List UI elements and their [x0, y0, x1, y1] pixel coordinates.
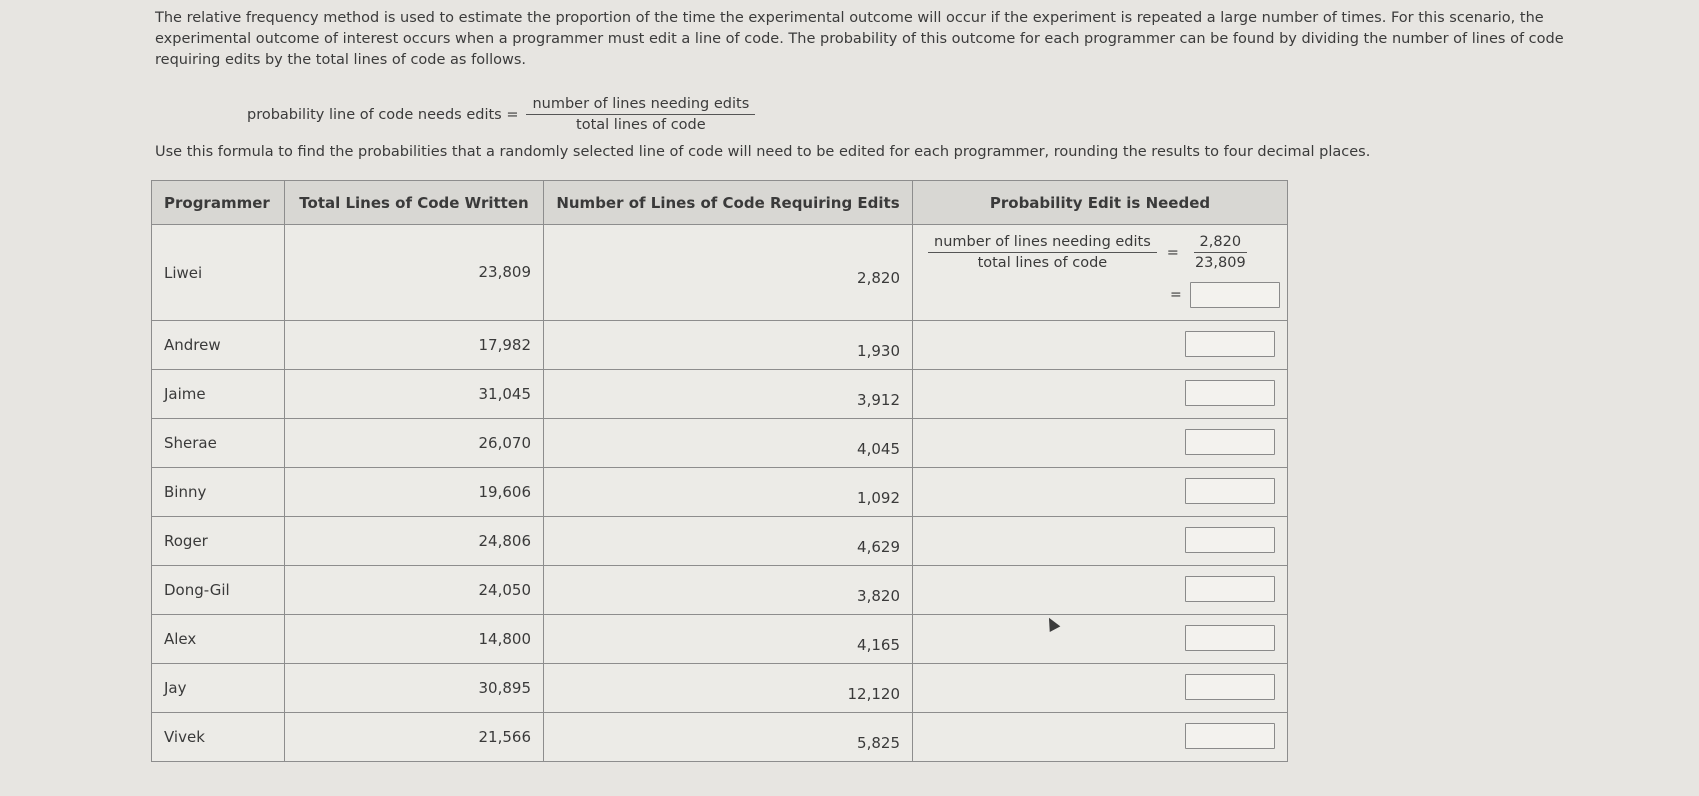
- formula-denominator: total lines of code: [576, 117, 706, 133]
- total-lines-value: 19,606: [285, 468, 544, 517]
- edit-lines-value: 4,165: [544, 615, 913, 664]
- equals-sign: =: [1170, 287, 1182, 303]
- header-total-lines: Total Lines of Code Written: [285, 181, 544, 225]
- table-row: [152, 225, 1288, 321]
- edit-lines-value: 4,629: [544, 517, 913, 566]
- probability-cell: [913, 225, 1288, 321]
- programmer-name: Jay: [152, 664, 285, 713]
- probability-cell: [913, 517, 1288, 566]
- total-lines-value: 30,895: [285, 664, 544, 713]
- formula-numerator: number of lines needing edits: [526, 96, 755, 115]
- probability-formula: [247, 96, 755, 133]
- programmer-name: Jaime: [152, 370, 285, 419]
- header-probability: Probability Edit is Needed: [913, 181, 1288, 225]
- edit-lines-value: 1,092: [544, 468, 913, 517]
- table-row: [152, 419, 1288, 468]
- probability-cell: [913, 419, 1288, 468]
- header-programmer: Programmer: [152, 181, 285, 225]
- table-row: [152, 664, 1288, 713]
- table-row: [152, 566, 1288, 615]
- edit-lines-value: 3,912: [544, 370, 913, 419]
- table-row: [152, 321, 1288, 370]
- total-lines-value: 26,070: [285, 419, 544, 468]
- total-lines-value: 24,806: [285, 517, 544, 566]
- table-header-row: [152, 181, 1288, 225]
- total-lines-value: 21,566: [285, 713, 544, 762]
- edit-lines-value: 5,825: [544, 713, 913, 762]
- table-row: [152, 468, 1288, 517]
- edit-lines-value: 2,820: [544, 225, 913, 321]
- programmer-name: Roger: [152, 517, 285, 566]
- probability-cell: [913, 713, 1288, 762]
- worked-value-denominator: 23,809: [1194, 255, 1246, 271]
- programmer-name: Binny: [152, 468, 285, 517]
- total-lines-value: 14,800: [285, 615, 544, 664]
- total-lines-value: 31,045: [285, 370, 544, 419]
- worked-value-numerator: 2,820: [1194, 234, 1248, 253]
- header-edit-lines: Number of Lines of Code Requiring Edits: [544, 181, 913, 225]
- total-lines-value: 23,809: [285, 225, 544, 321]
- equals-sign: =: [1166, 244, 1179, 261]
- probability-table: [151, 180, 1288, 762]
- answer-input-binny[interactable]: [1185, 478, 1275, 504]
- edit-lines-value: 12,120: [544, 664, 913, 713]
- table-row: [152, 517, 1288, 566]
- edit-lines-value: 4,045: [544, 419, 913, 468]
- programmer-name: Sherae: [152, 419, 285, 468]
- probability-cell: [913, 615, 1288, 664]
- programmer-name: Dong-Gil: [152, 566, 285, 615]
- table-row: [152, 615, 1288, 664]
- total-lines-value: 24,050: [285, 566, 544, 615]
- programmer-name: Alex: [152, 615, 285, 664]
- answer-input-vivek[interactable]: [1185, 723, 1275, 749]
- programmer-name: Liwei: [152, 225, 285, 321]
- instruction-text: Use this formula to find the probabilities that a randomly selected line of code will need to be edited for each programmer, rounding the results to four decimal places.: [155, 144, 1371, 160]
- probability-cell: [913, 370, 1288, 419]
- programmer-name: Andrew: [152, 321, 285, 370]
- worked-formula-numerator: number of lines needing edits: [928, 234, 1157, 253]
- worked-formula: [928, 234, 1252, 271]
- answer-input-andrew[interactable]: [1185, 331, 1275, 357]
- answer-input-sherae[interactable]: [1185, 429, 1275, 455]
- worked-formula-denominator: total lines of code: [977, 255, 1108, 271]
- edit-lines-value: 1,930: [544, 321, 913, 370]
- table-row: [152, 370, 1288, 419]
- formula-lhs: probability line of code needs edits =: [247, 106, 519, 123]
- answer-input-jay[interactable]: [1185, 674, 1275, 700]
- answer-input-dong-gil[interactable]: [1185, 576, 1275, 602]
- formula-fraction: [526, 96, 755, 133]
- answer-input-jaime[interactable]: [1185, 380, 1275, 406]
- table-row: [152, 713, 1288, 762]
- intro-paragraph: The relative frequency method is used to estimate the proportion of the time the experimental outcome will occur if the experiment is repeated a large number of times. For this scenario, the experimental outcome of interest occurs when a programmer must edit a line of code. The probability of this outcome for each programmer can be found by dividing the number of lines of code requiring edits by the total lines of code as follows.: [155, 10, 1564, 68]
- probability-cell: [913, 468, 1288, 517]
- probability-cell: [913, 321, 1288, 370]
- programmer-name: Vivek: [152, 713, 285, 762]
- probability-cell: [913, 566, 1288, 615]
- probability-cell: [913, 664, 1288, 713]
- total-lines-value: 17,982: [285, 321, 544, 370]
- edit-lines-value: 3,820: [544, 566, 913, 615]
- answer-input-liwei[interactable]: [1190, 282, 1280, 308]
- answer-input-roger[interactable]: [1185, 527, 1275, 553]
- answer-input-alex[interactable]: [1185, 625, 1275, 651]
